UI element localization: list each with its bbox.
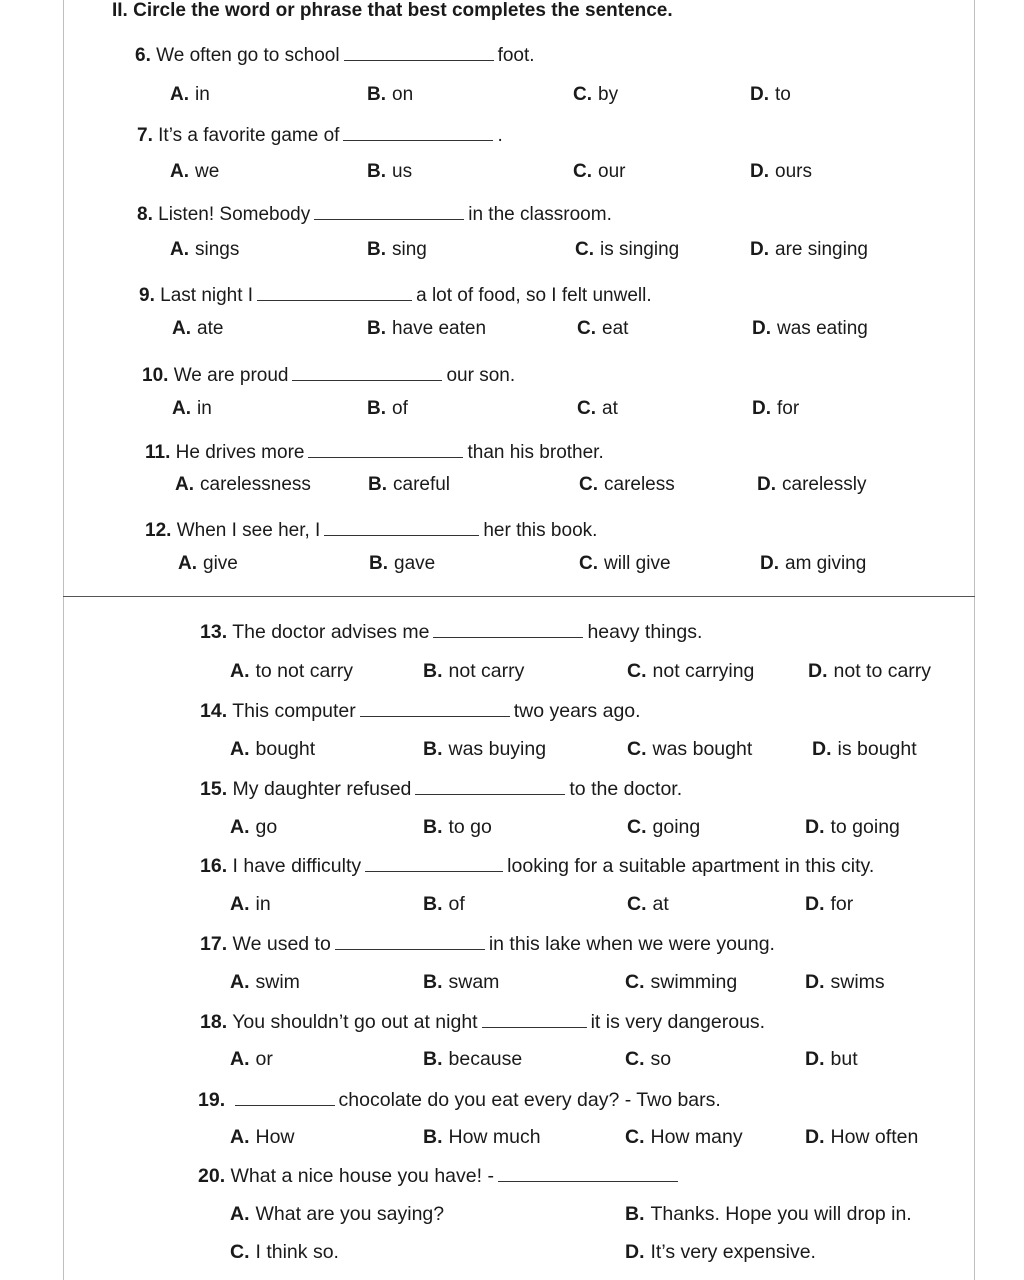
page-divider: [63, 596, 975, 597]
option-letter: C.: [627, 893, 647, 915]
option-letter: D.: [808, 660, 828, 682]
option-b[interactable]: [367, 318, 486, 340]
option-letter: C.: [230, 1241, 250, 1263]
question-number: 6.: [135, 45, 151, 66]
option-letter: D.: [752, 398, 771, 419]
option-a[interactable]: [170, 239, 239, 261]
option-text: give: [203, 553, 238, 574]
option-letter: A.: [230, 738, 250, 760]
option-c[interactable]: [573, 161, 625, 183]
option-d[interactable]: [805, 893, 853, 916]
question-text-before: This computer: [232, 700, 356, 722]
option-text: not carrying: [652, 660, 755, 682]
question-17: [200, 933, 775, 956]
question-text-before: When I see her, I: [176, 520, 321, 541]
option-letter: A.: [175, 474, 194, 495]
option-text: careless: [604, 474, 675, 495]
option-text: because: [448, 1048, 523, 1070]
option-d[interactable]: [812, 738, 917, 761]
option-b[interactable]: [423, 816, 492, 839]
question-number: 13.: [200, 621, 228, 643]
question-text-before: We used to: [232, 933, 331, 955]
option-d[interactable]: [625, 1241, 816, 1264]
option-letter: B.: [423, 660, 443, 682]
question-text-before: It’s a favorite game of: [158, 125, 340, 146]
option-text: in: [255, 893, 271, 915]
option-letter: B.: [625, 1203, 645, 1225]
option-text: carelessness: [200, 474, 311, 495]
question-text-after: heavy things.: [587, 621, 703, 643]
option-text: to not carry: [255, 660, 354, 682]
option-letter: D.: [750, 161, 769, 182]
option-text: How much: [448, 1126, 541, 1148]
answer-blank[interactable]: [360, 700, 510, 717]
question-number: 19.: [198, 1089, 226, 1111]
option-b[interactable]: [367, 161, 412, 183]
question-number: 9.: [139, 285, 155, 306]
question-text-before: Listen! Somebody: [158, 204, 311, 225]
option-text: ate: [197, 318, 224, 339]
question-text-before: Last night I: [160, 285, 254, 306]
question-16: [200, 855, 874, 878]
option-a[interactable]: [230, 1203, 444, 1226]
answer-blank[interactable]: [335, 933, 485, 950]
option-a[interactable]: [175, 474, 311, 496]
option-text: at: [602, 398, 618, 419]
option-d[interactable]: [805, 971, 885, 994]
question-11: [145, 441, 604, 464]
option-letter: D.: [805, 971, 825, 993]
option-letter: B.: [423, 738, 443, 760]
option-letter: D.: [812, 738, 832, 760]
option-text: we: [195, 161, 220, 182]
option-letter: C.: [573, 84, 592, 105]
question-text-after: chocolate do you eat every day? - Two bars.: [338, 1089, 721, 1111]
option-text: not carry: [448, 660, 525, 682]
option-c[interactable]: [627, 893, 669, 916]
option-text: carelessly: [782, 474, 867, 495]
question-number: 14.: [200, 700, 228, 722]
option-a[interactable]: [170, 161, 219, 183]
question-10: [142, 364, 515, 387]
option-c[interactable]: [627, 816, 700, 839]
option-d[interactable]: [805, 1126, 918, 1149]
question-text-after: a lot of food, so I felt unwell.: [416, 285, 652, 306]
option-text: swam: [448, 971, 500, 993]
option-d[interactable]: [805, 816, 900, 839]
option-b[interactable]: [423, 893, 465, 916]
option-text: to go: [448, 816, 492, 838]
option-b[interactable]: [423, 1126, 541, 1149]
option-text: or: [255, 1048, 273, 1070]
option-text: sings: [195, 239, 240, 260]
answer-blank[interactable]: [415, 778, 565, 795]
question-text-before: My daughter refused: [232, 778, 412, 800]
option-letter: A.: [230, 816, 250, 838]
question-text-after: in the classroom.: [468, 204, 612, 225]
option-letter: B.: [423, 816, 443, 838]
option-d[interactable]: [750, 161, 812, 183]
question-number: 18.: [200, 1011, 228, 1033]
option-text: going: [652, 816, 701, 838]
option-d[interactable]: [750, 239, 868, 261]
option-text: so: [650, 1048, 672, 1070]
option-letter: B.: [423, 971, 443, 993]
option-a[interactable]: [230, 971, 300, 994]
option-d[interactable]: [805, 1048, 858, 1071]
option-b[interactable]: [367, 84, 413, 106]
option-letter: C.: [577, 318, 596, 339]
option-b[interactable]: [369, 553, 435, 575]
option-b[interactable]: [423, 1048, 522, 1071]
option-c[interactable]: [627, 660, 754, 683]
option-letter: B.: [369, 553, 388, 574]
question-text-after: her this book.: [483, 520, 598, 541]
option-letter: A.: [230, 1203, 250, 1225]
answer-blank[interactable]: [308, 441, 463, 458]
option-letter: A.: [230, 660, 250, 682]
option-text: ours: [775, 161, 812, 182]
option-text: is bought: [837, 738, 917, 760]
answer-blank[interactable]: [292, 364, 442, 381]
option-b[interactable]: [423, 971, 499, 994]
question-13: [200, 621, 702, 644]
option-letter: C.: [575, 239, 594, 260]
option-d[interactable]: [752, 318, 868, 340]
option-text: What are you saying?: [255, 1203, 445, 1225]
option-letter: B.: [368, 474, 387, 495]
option-letter: B.: [367, 84, 386, 105]
question-text-after: .: [497, 125, 503, 146]
option-letter: A.: [230, 971, 250, 993]
option-c[interactable]: [575, 239, 679, 261]
question-text-after: it is very dangerous.: [590, 1011, 766, 1033]
option-b[interactable]: [423, 660, 524, 683]
question-text-after: in this lake when we were young.: [488, 933, 775, 955]
question-6: [135, 44, 535, 67]
question-19: [198, 1089, 721, 1112]
option-c[interactable]: [625, 1126, 743, 1149]
option-c[interactable]: [579, 553, 671, 575]
option-text: go: [255, 816, 278, 838]
option-text: for: [830, 893, 854, 915]
question-number: 20.: [198, 1165, 226, 1187]
option-text: to: [775, 84, 791, 105]
option-letter: D.: [752, 318, 771, 339]
question-text-after: foot.: [497, 45, 535, 66]
option-letter: D.: [805, 816, 825, 838]
option-text: our: [598, 161, 626, 182]
option-text: eat: [602, 318, 629, 339]
option-c[interactable]: [577, 398, 618, 420]
option-d[interactable]: [808, 660, 931, 683]
option-text: swimming: [650, 971, 738, 993]
option-text: will give: [604, 553, 671, 574]
option-letter: C.: [573, 161, 592, 182]
option-text: swim: [255, 971, 300, 993]
option-letter: A.: [170, 84, 189, 105]
option-letter: C.: [625, 1126, 645, 1148]
option-letter: A.: [230, 1126, 250, 1148]
option-c[interactable]: [625, 1048, 671, 1071]
option-letter: C.: [625, 1048, 645, 1070]
option-letter: A.: [170, 161, 189, 182]
option-c[interactable]: [579, 474, 675, 496]
option-text: at: [652, 893, 669, 915]
option-text: was eating: [777, 318, 868, 339]
option-letter: D.: [805, 893, 825, 915]
question-text-after: our son.: [446, 365, 516, 386]
option-a[interactable]: [230, 660, 353, 683]
question-9: [139, 284, 652, 307]
question-text-before: What a nice house you have! -: [230, 1165, 494, 1187]
answer-blank[interactable]: [324, 519, 479, 536]
option-letter: C.: [579, 474, 598, 495]
option-a[interactable]: [230, 1048, 273, 1071]
question-text-before: We often go to school: [156, 45, 340, 66]
option-letter: D.: [750, 239, 769, 260]
option-a[interactable]: [170, 84, 210, 106]
option-a[interactable]: [172, 318, 223, 340]
option-c[interactable]: [573, 84, 618, 106]
option-text: bought: [255, 738, 316, 760]
question-text-after: two years ago.: [513, 700, 641, 722]
right-page-edge: [974, 0, 975, 1280]
option-b[interactable]: [625, 1203, 912, 1226]
question-text-before: You shouldn’t go out at night: [232, 1011, 478, 1033]
option-letter: B.: [367, 398, 386, 419]
question-text-after: looking for a suitable apartment in this city.: [507, 855, 875, 877]
option-a[interactable]: [178, 553, 238, 575]
question-text-before: He drives more: [175, 442, 305, 463]
question-number: 8.: [137, 204, 153, 225]
question-number: 10.: [142, 365, 169, 386]
option-text: gave: [394, 553, 436, 574]
option-d[interactable]: [750, 84, 791, 106]
option-letter: B.: [367, 161, 386, 182]
option-letter: C.: [627, 816, 647, 838]
option-text: was bought: [652, 738, 753, 760]
option-letter: A.: [172, 318, 191, 339]
answer-blank[interactable]: [314, 203, 464, 220]
option-d[interactable]: [760, 553, 866, 575]
option-text: for: [777, 398, 800, 419]
option-a[interactable]: [230, 893, 271, 916]
option-letter: B.: [423, 893, 443, 915]
question-text-after: than his brother.: [467, 442, 604, 463]
question-8: [137, 203, 612, 226]
option-text: of: [448, 893, 465, 915]
option-text: not to carry: [833, 660, 932, 682]
option-letter: A.: [230, 893, 250, 915]
option-letter: D.: [757, 474, 776, 495]
answer-blank[interactable]: [498, 1165, 678, 1182]
option-c[interactable]: [230, 1241, 339, 1264]
option-text: How: [255, 1126, 295, 1148]
question-number: 16.: [200, 855, 228, 877]
option-text: swims: [830, 971, 885, 993]
answer-blank[interactable]: [235, 1089, 335, 1106]
answer-blank[interactable]: [343, 124, 493, 141]
question-15: [200, 778, 682, 801]
option-text: is singing: [600, 239, 680, 260]
option-text: Thanks. Hope you will drop in.: [650, 1203, 912, 1225]
option-letter: A.: [170, 239, 189, 260]
question-number: 15.: [200, 778, 228, 800]
option-c[interactable]: [627, 738, 752, 761]
option-letter: D.: [625, 1241, 645, 1263]
option-text: sing: [392, 239, 427, 260]
option-letter: D.: [760, 553, 779, 574]
option-letter: D.: [805, 1126, 825, 1148]
option-b[interactable]: [368, 474, 450, 496]
option-letter: C.: [627, 660, 647, 682]
option-text: are singing: [775, 239, 868, 260]
question-text-before: We are proud: [173, 365, 289, 386]
option-text: to going: [830, 816, 900, 838]
option-text: in: [197, 398, 212, 419]
question-number: 12.: [145, 520, 172, 541]
option-letter: B.: [423, 1126, 443, 1148]
option-b[interactable]: [367, 398, 408, 420]
option-text: but: [830, 1048, 858, 1070]
option-text: of: [392, 398, 408, 419]
question-14: [200, 700, 641, 723]
question-number: 11.: [145, 442, 171, 463]
option-d[interactable]: [752, 398, 799, 420]
option-letter: B.: [423, 1048, 443, 1070]
question-text-after: to the doctor.: [569, 778, 683, 800]
option-letter: D.: [750, 84, 769, 105]
option-letter: D.: [805, 1048, 825, 1070]
option-letter: A.: [172, 398, 191, 419]
option-letter: C.: [577, 398, 596, 419]
answer-blank[interactable]: [482, 1011, 587, 1028]
option-a[interactable]: [230, 738, 315, 761]
option-c[interactable]: [625, 971, 737, 994]
option-text: It’s very expensive.: [650, 1241, 816, 1263]
option-letter: C.: [579, 553, 598, 574]
left-page-edge: [63, 0, 64, 1280]
option-letter: B.: [367, 239, 386, 260]
answer-blank[interactable]: [344, 44, 494, 61]
option-text: I think so.: [255, 1241, 339, 1263]
option-text: was buying: [448, 738, 547, 760]
answer-blank[interactable]: [257, 284, 412, 301]
option-text: on: [392, 84, 414, 105]
section-heading: II. Circle the word or phrase that best completes the sentence.: [112, 0, 673, 21]
option-c[interactable]: [577, 318, 628, 340]
question-18: [200, 1011, 765, 1034]
question-12: [145, 519, 597, 542]
question-7: [137, 124, 503, 147]
option-d[interactable]: [757, 474, 866, 496]
question-number: 17.: [200, 933, 228, 955]
option-text: How many: [650, 1126, 743, 1148]
option-a[interactable]: [230, 1126, 295, 1149]
option-text: am giving: [785, 553, 867, 574]
question-text-before: I have difficulty: [232, 855, 362, 877]
option-text: by: [598, 84, 619, 105]
option-letter: C.: [625, 971, 645, 993]
option-letter: B.: [367, 318, 386, 339]
question-number: 7.: [137, 125, 153, 146]
option-text: How often: [830, 1126, 919, 1148]
option-a[interactable]: [230, 816, 277, 839]
option-letter: A.: [178, 553, 197, 574]
option-a[interactable]: [172, 398, 212, 420]
answer-blank[interactable]: [365, 855, 503, 872]
option-text: have eaten: [392, 318, 487, 339]
question-20: [198, 1165, 682, 1188]
option-b[interactable]: [367, 239, 427, 261]
question-text-before: The doctor advises me: [232, 621, 430, 643]
option-text: us: [392, 161, 413, 182]
option-letter: C.: [627, 738, 647, 760]
option-text: careful: [393, 474, 451, 495]
option-letter: A.: [230, 1048, 250, 1070]
answer-blank[interactable]: [433, 621, 583, 638]
option-b[interactable]: [423, 738, 546, 761]
option-text: in: [195, 84, 210, 105]
